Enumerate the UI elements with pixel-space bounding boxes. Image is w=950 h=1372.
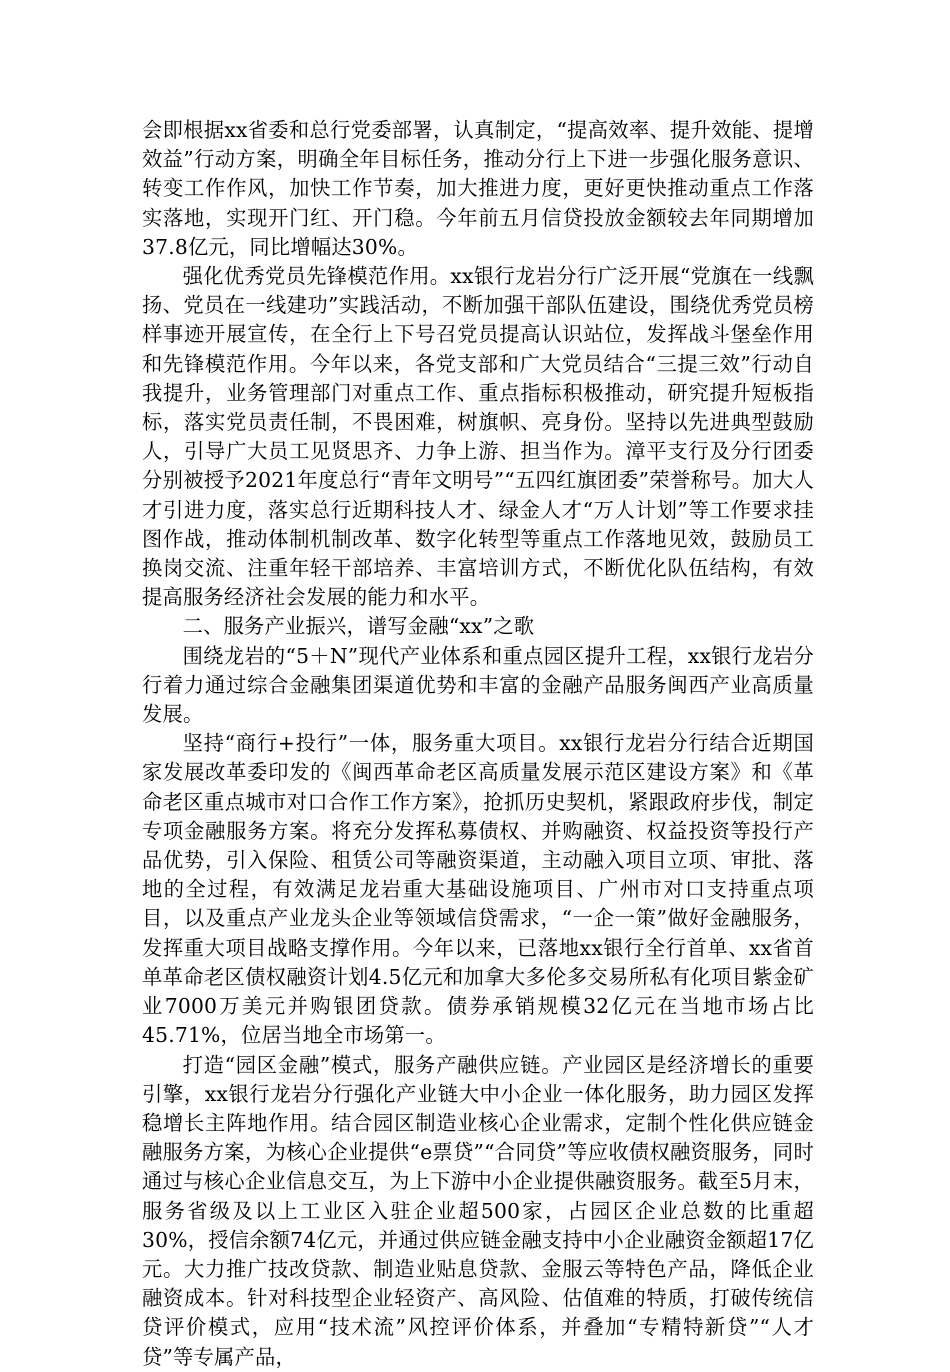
paragraph-continuation: 会即根据xx省委和总行党委部署，认真制定，“提高效率、提升效能、提增效益”行动方案，明确全年目标任务，推动分行上下进一步强化服务意识、转变工作作风，加快工作节奏，加大推进力度，更好更快推动重点工作落实落地，实现开门红、开门稳。今年前五月信贷投放金额较去年同期增加37.8亿元，同比增幅达30%。 (142, 118, 814, 259)
paragraph-major-projects: 坚持“商行+投行”一体，服务重大项目。xx银行龙岩分行结合近期国家发展改革委印发的《闽西革命老区高质量发展示范区建设方案》和《革命老区重点城市对口合作工作方案》，抢抓历史契机，紧跟政府步伐，制定专项金融服务方案。将充分发挥私募债权、并购融资、权益投资等投行产品优势，引入保险、租赁公司等融资渠道，主动融入项目立项、审批、落地的全过程，有效满足龙岩重大基础设施项目、广州市对口支持重点项目，以及重点产业龙头企业等领域信贷需求，“一企一策”做好金融服务，发挥重大项目战略支撑作用。今年以来，已落地xx银行全行首单、xx省首单革命老区债权融资计划4.5亿元和加拿大多伦多交易所私有化项目紫金矿业7000万美元并购银团贷款。债券承销规模32亿元在当地市场占比45.71%，位居当地全市场第一。 (142, 731, 814, 1048)
paragraph-industry-system: 围绕龙岩的“5＋N”现代产业体系和重点园区提升工程，xx银行龙岩分行着力通过综合金融集团渠道优势和丰富的金融产品服务闽西产业高质量发展。 (142, 643, 814, 727)
paragraph-park-finance: 打造“园区金融”模式，服务产融供应链。产业园区是经济增长的重要引擎，xx银行龙岩分行强化产业链大中小企业一体化服务，助力园区发挥稳增长主阵地作用。结合园区制造业核心企业需求，定制个性化供应链金融服务方案，为核心企业提供“e票贷”“合同贷”等应收债权融资服务，同时通过与核心企业信息交互，为上下游中小企业提供融资服务。截至5月末，服务省级及以上工业区入驻企业超500家，占园区企业总数的比重超30%，授信余额74亿元，并通过供应链金融支持中小企业融资金额超17亿元。大力推广技改贷款、制造业贴息贷款、金服云等特色产品，降低企业融资成本。针对科技型企业轻资产、高风险、估值难的特质，打破传统信贷评价模式，应用“技术流”风控评价体系，并叠加“专精特新贷”“人才贷”等专属产品， (142, 1052, 814, 1369)
document-body (142, 116, 814, 1372)
paragraph-party-members: 强化优秀党员先锋模范作用。xx银行龙岩分行广泛开展“党旗在一线飘扬、党员在一线建功”实践活动，不断加强干部队伍建设，围绕优秀党员榜样事迹开展宣传，在全行上下号召党员提高认识站位，发挥战斗堡垒作用和先锋模范作用。今年以来，各党支部和广大党员结合“三提三效”行动自我提升，业务管理部门对重点工作、重点指标积极推动，研究提升短板指标，落实党员责任制，不畏困难，树旗帜、亮身份。坚持以先进典型鼓励人，引导广大员工见贤思齐、力争上游、担当作为。漳平支行及分行团委分别被授予2021年度总行“青年文明号”“五四红旗团委”荣誉称号。加大人才引进力度，落实总行近期科技人才、绿金人才“万人计划”等工作要求挂图作战，推动体制机制改革、数字化转型等重点工作落地见效，鼓励员工换岗交流、注重年轻干部培养、丰富培训方式，不断优化队伍结构，有效提高服务经济社会发展的能力和水平。 (142, 264, 814, 610)
section-heading: 二、服务产业振兴，谱写金融“xx”之歌 (182, 614, 535, 639)
